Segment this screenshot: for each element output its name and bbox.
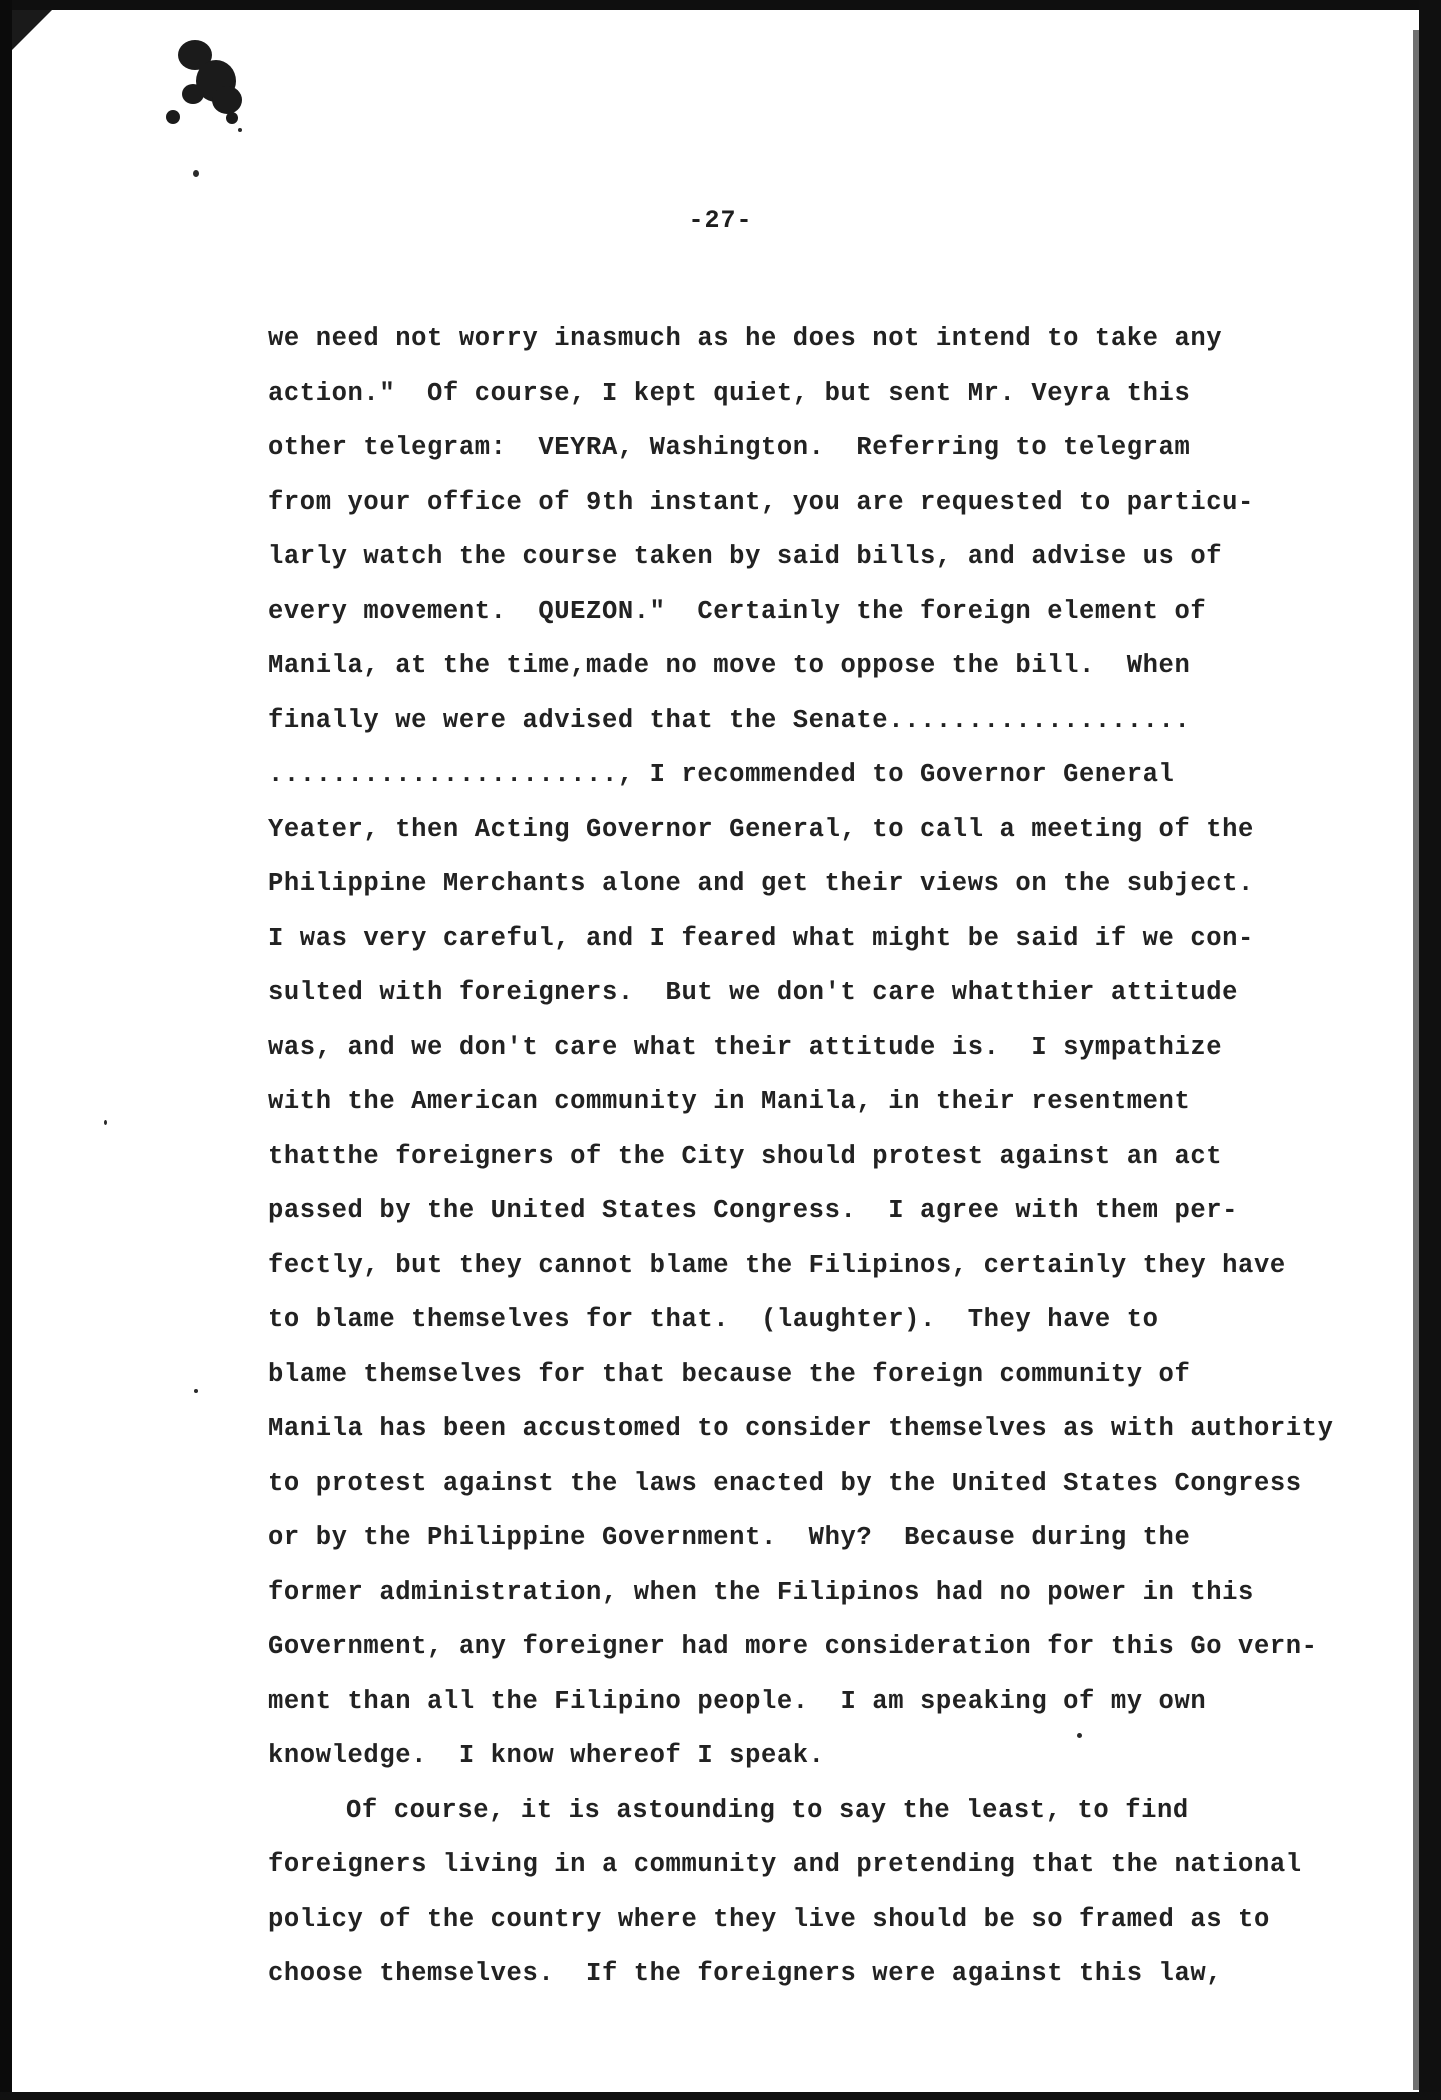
text-line: fectly, but they cannot blame the Filipinos, certainly they have <box>268 1250 1286 1280</box>
speck <box>194 1389 198 1393</box>
text-line: former administration, when the Filipinos had no power in this <box>268 1577 1254 1607</box>
text-line: every movement. QUEZON." Certainly the foreign element of <box>268 596 1207 626</box>
text-line: blame themselves for that because the foreign community of <box>268 1359 1191 1389</box>
body-text <box>268 312 1388 2002</box>
text-line: from your office of 9th instant, you are requested to particu- <box>268 487 1254 517</box>
text-line: policy of the country where they live should be so framed as to <box>268 1904 1270 1934</box>
text-line: I was very careful, and I feared what might be said if we con- <box>268 923 1254 953</box>
text-line: to protest against the laws enacted by the United States Congress <box>268 1468 1302 1498</box>
text-line: other telegram: VEYRA, Washington. Referring to telegram <box>268 433 1191 462</box>
scan-border-shadow <box>1413 30 1419 2090</box>
text-line: larly watch the course taken by said bills, and advise us of <box>268 542 1223 571</box>
scan-border-top <box>0 0 1441 10</box>
ink-stain <box>226 112 238 124</box>
speck <box>104 1120 107 1125</box>
text-line: choose themselves. If the foreigners were against this law, <box>268 1959 1223 1988</box>
text-line: Philippine Merchants alone and get their views on the subject. <box>268 869 1254 898</box>
text-line: or by the Philippine Government. Why? Because during the <box>268 1523 1191 1552</box>
speck <box>193 170 199 177</box>
text-line: we need not worry inasmuch as he does not intend to take any <box>268 324 1223 353</box>
text-line: thatthe foreigners of the City should protest against an act <box>268 1141 1223 1171</box>
text-line: ......................, I recommended to Governor General <box>268 760 1175 789</box>
speck <box>238 128 242 132</box>
ink-stain <box>166 110 180 124</box>
text-line: Yeater, then Acting Governor General, to call a meeting of the <box>268 814 1254 844</box>
text-line: to blame themselves for that. (laughter). They have to <box>268 1305 1159 1334</box>
text-line: foreigners living in a community and pretending that the national <box>268 1850 1302 1879</box>
text-line: was, and we don't care what their attitude is. I sympathize <box>268 1032 1223 1062</box>
scan-border-bottom <box>0 2092 1441 2100</box>
text-line: passed by the United States Congress. I agree with them per- <box>268 1196 1239 1225</box>
scan-border-left <box>0 0 12 2100</box>
paragraph-first-line: Of course, it is astounding to say the least, to find <box>346 1795 1189 1825</box>
page-number: -27- <box>688 206 753 235</box>
text-line: Manila has been accustomed to consider themselves as with authority <box>268 1414 1334 1443</box>
text-line: action." Of course, I kept quiet, but sent Mr. Veyra this <box>268 378 1191 408</box>
text-line: Government, any foreigner had more consideration for this Go vern- <box>268 1632 1318 1661</box>
text-line: finally we were advised that the Senate................... <box>268 705 1191 735</box>
ink-stain <box>182 84 204 104</box>
text-line: sulted with foreigners. But we don't care whatthier attitude <box>268 978 1239 1007</box>
text-line: with the American community in Manila, in their resentment <box>268 1087 1191 1116</box>
text-line: Manila, at the time,made no move to oppose the bill. When <box>268 651 1191 680</box>
text-line: knowledge. I know whereof I speak. <box>268 1741 825 1770</box>
scan-border-right <box>1419 0 1441 2100</box>
text-line: ment than all the Filipino people. I am speaking of my own <box>268 1686 1207 1716</box>
ink-stain <box>212 86 242 114</box>
corner-fold <box>12 10 52 50</box>
